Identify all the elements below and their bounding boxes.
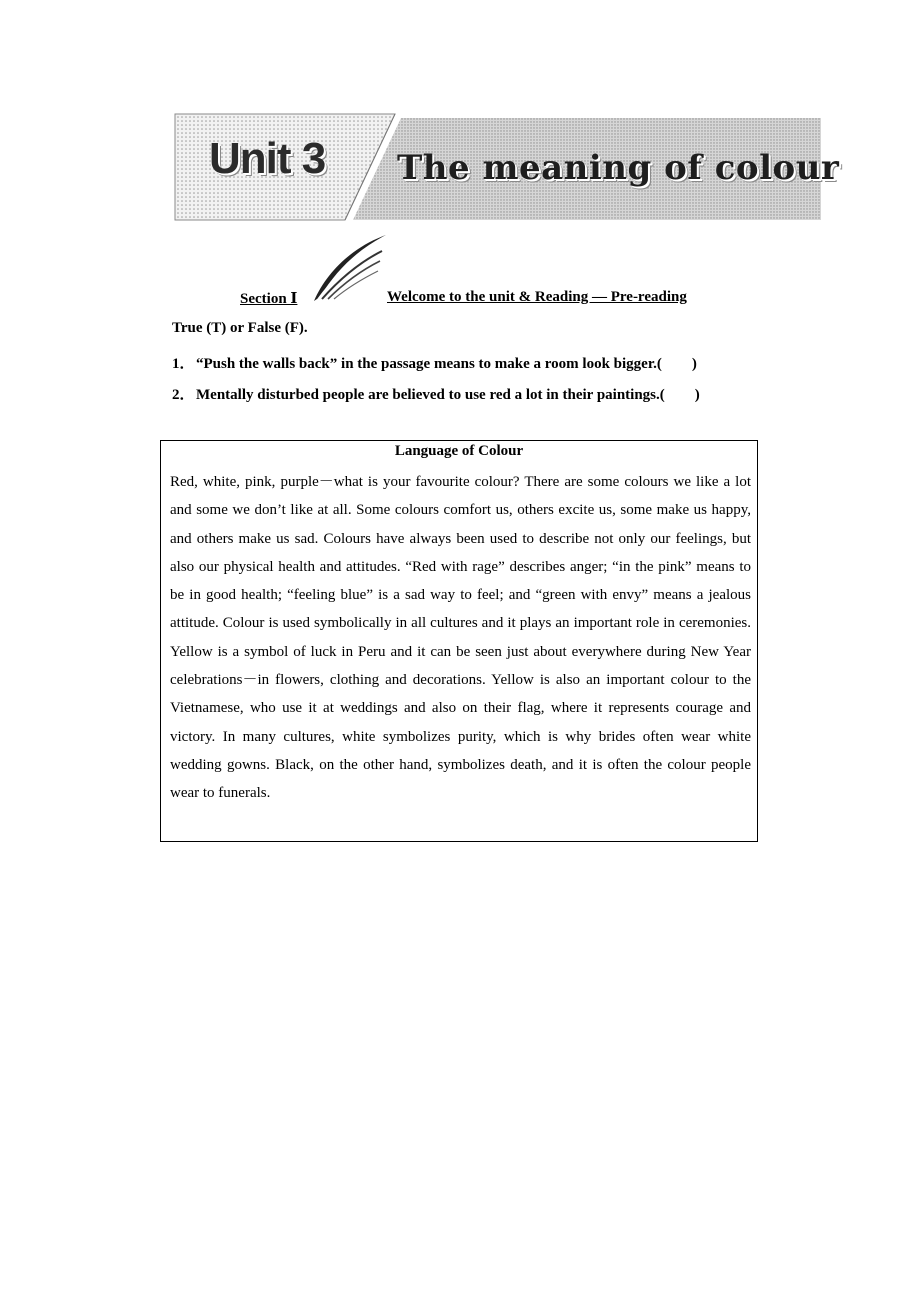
question-number: 1． <box>172 356 195 372</box>
passage-box <box>160 440 758 842</box>
answer-close: ) <box>691 356 697 372</box>
question-text: Mentally disturbed people are believed to use red a lot in their paintings.( <box>196 387 665 403</box>
unit-banner <box>173 112 840 222</box>
section-label: Section Ⅰ <box>240 291 298 307</box>
unit-label: Unit 3 <box>209 134 326 183</box>
unit-title: The meaning of colour <box>397 148 840 188</box>
question-1 <box>172 352 697 373</box>
exercise-heading: True (T) or False (F). <box>172 320 308 336</box>
section-heading <box>0 286 920 308</box>
question-2 <box>172 383 700 404</box>
question-number: 2． <box>172 387 195 403</box>
section-title: Welcome to the unit & Reading — Pre-reading <box>387 289 687 305</box>
passage-body: Red, white, pink, purple－what is your favourite colour? There are some colours we like a lot and some we don’t like at all. Some colours comfort us, others excite us, some make us happy, and others make us sad. Colours have always been used to describe not only our feelings, but also our physical health and attitudes. “Red with rage” describes anger; “in the pink” means to be in good health; “feeling blue” is a sad way to feel; and “green with envy” means a jealous attitude. Colour is used symbolically in all cultures and it plays an important role in ceremonies. Yellow is a symbol of luck in Peru and it can be seen just about everywhere during New Year celebrations－in flowers, clothing and decorations. Yellow is also an important colour to the Vietnamese, who use it at weddings and also on their flag, where it represents courage and victory. In many cultures, white symbolizes purity, which is why brides often wear white wedding gowns. Black, on the other hand, symbolizes death, and it is often the colour people wear to funerals. <box>170 474 751 802</box>
passage-title: Language of Colour <box>394 443 524 459</box>
question-text: “Push the walls back” in the passage means to make a room look bigger.( <box>196 356 662 372</box>
answer-close: ) <box>694 387 700 403</box>
